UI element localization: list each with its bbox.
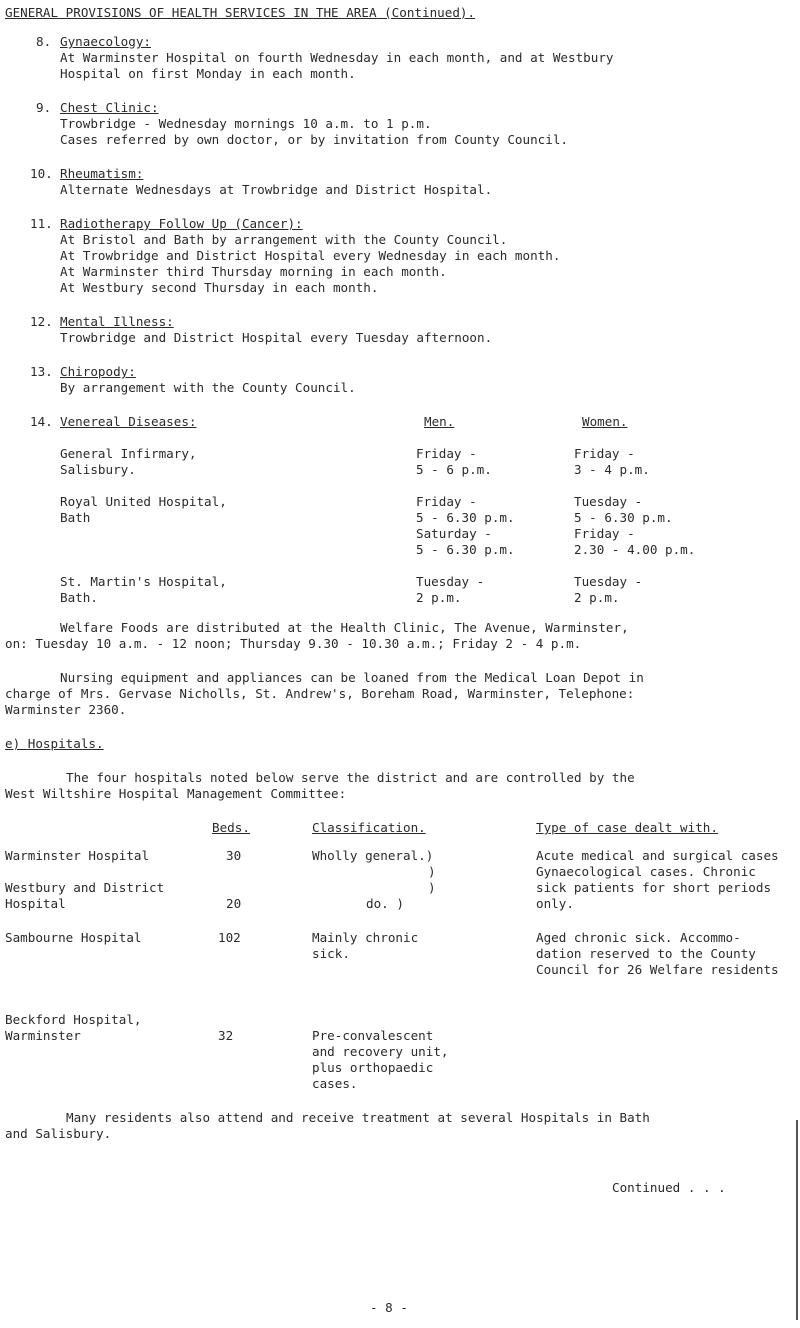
section-line: Cases referred by own doctor, or by invitation from County Council. xyxy=(60,132,568,147)
section-number: 14. xyxy=(30,414,53,429)
hospitals-intro: West Wiltshire Hospital Management Committee: xyxy=(5,786,347,801)
hospital-case-type: Aged chronic sick. Accommo- xyxy=(536,930,741,945)
column-header-beds: Beds. xyxy=(212,820,250,835)
welfare-foods-line: Welfare Foods are distributed at the Health Clinic, The Avenue, Warminster, xyxy=(60,620,629,635)
hospital-beds: 30 xyxy=(226,848,242,863)
section-title: Rheumatism: xyxy=(60,166,144,181)
section-line: Hospital on first Monday in each month. xyxy=(60,66,356,81)
clinic-men-time: 5 - 6 p.m. xyxy=(416,462,492,477)
hospital-beds: 20 xyxy=(226,896,242,911)
clinic-women-time: 3 - 4 p.m. xyxy=(574,462,650,477)
section-title: Radiotherapy Follow Up (Cancer): xyxy=(60,216,303,231)
hospital-beds: 32 xyxy=(218,1028,234,1043)
hospital-classification: Pre-convalescent xyxy=(312,1028,434,1043)
section-line: Trowbridge and District Hospital every Tuesday afternoon. xyxy=(60,330,493,345)
section-number: 8. xyxy=(36,34,52,49)
section-number: 12. xyxy=(30,314,53,329)
clinic-men-time: 2 p.m. xyxy=(416,590,462,605)
hospital-classification: plus orthopaedic xyxy=(312,1060,434,1075)
page-number: - 8 - xyxy=(370,1300,408,1315)
clinic-women-time: Friday - xyxy=(574,526,635,541)
hospital-case-type: Acute medical and surgical cases xyxy=(536,848,779,863)
section-line: Trowbridge - Wednesday mornings 10 a.m. to 1 p.m. xyxy=(60,116,432,131)
closing-line: and Salisbury. xyxy=(5,1126,112,1141)
hospital-classification: cases. xyxy=(312,1076,358,1091)
section-title: Mental Illness: xyxy=(60,314,174,329)
clinic-place: Bath xyxy=(60,510,91,525)
hospital-classification: Wholly general.) xyxy=(312,848,434,863)
hospital-name: Beckford Hospital, xyxy=(5,1012,142,1027)
closing-line: Many residents also attend and receive treatment at several Hospitals in Bath xyxy=(66,1110,650,1125)
clinic-place: General Infirmary, xyxy=(60,446,197,461)
hospitals-intro: The four hospitals noted below serve the district and are controlled by the xyxy=(66,770,635,785)
section-number: 11. xyxy=(30,216,53,231)
hospital-classification: Mainly chronic xyxy=(312,930,419,945)
clinic-place: Salisbury. xyxy=(60,462,136,477)
clinic-women-time: Tuesday - xyxy=(574,494,643,509)
section-title: Venereal Diseases: xyxy=(60,414,197,429)
hospital-name: Warminster Hospital xyxy=(5,848,150,863)
section-number: 9. xyxy=(36,100,52,115)
hospital-beds: 102 xyxy=(218,930,241,945)
hospital-name: Westbury and District xyxy=(5,880,165,895)
hospital-case-type: only. xyxy=(536,896,574,911)
clinic-men-time: Saturday - xyxy=(416,526,492,541)
nursing-line: Warminster 2360. xyxy=(5,702,127,717)
page-header: GENERAL PROVISIONS OF HEALTH SERVICES IN THE AREA (Continued). xyxy=(5,5,476,20)
clinic-place: Bath. xyxy=(60,590,98,605)
clinic-women-time: Friday - xyxy=(574,446,635,461)
hospital-case-type: dation reserved to the County xyxy=(536,946,756,961)
column-header-classification: Classification. xyxy=(312,820,426,835)
classification-brace: ) xyxy=(428,880,436,895)
women-header: Women. xyxy=(582,414,628,429)
section-title: Chiropody: xyxy=(60,364,136,379)
clinic-men-time: Friday - xyxy=(416,446,477,461)
section-line: Alternate Wednesdays at Trowbridge and District Hospital. xyxy=(60,182,493,197)
hospital-name: Sambourne Hospital xyxy=(5,930,142,945)
hospital-classification: sick. xyxy=(312,946,350,961)
section-number: 13. xyxy=(30,364,53,379)
section-line: At Warminster Hospital on fourth Wednesday in each month, and at Westbury xyxy=(60,50,614,65)
clinic-men-time: Friday - xyxy=(416,494,477,509)
section-line: By arrangement with the County Council. xyxy=(60,380,356,395)
clinic-women-time: 2.30 - 4.00 p.m. xyxy=(574,542,696,557)
clinic-place: St. Martin's Hospital, xyxy=(60,574,227,589)
hospital-name: Hospital xyxy=(5,896,66,911)
column-header-type: Type of case dealt with. xyxy=(536,820,718,835)
section-number: 10. xyxy=(30,166,53,181)
section-line: At Trowbridge and District Hospital every Wednesday in each month. xyxy=(60,248,561,263)
hospital-name: Warminster xyxy=(5,1028,81,1043)
classification-brace: ) xyxy=(428,864,436,879)
hospitals-heading: e) Hospitals. xyxy=(5,736,104,751)
section-line: At Westbury second Thursday in each month. xyxy=(60,280,379,295)
welfare-foods-line: on: Tuesday 10 a.m. - 12 noon; Thursday 9.30 - 10.30 a.m.; Friday 2 - 4 p.m. xyxy=(5,636,582,651)
scan-edge-mark xyxy=(796,1120,798,1320)
nursing-line: charge of Mrs. Gervase Nicholls, St. Andrew's, Boreham Road, Warminster, Telephone: xyxy=(5,686,635,701)
men-header: Men. xyxy=(424,414,455,429)
clinic-women-time: 5 - 6.30 p.m. xyxy=(574,510,673,525)
clinic-women-time: Tuesday - xyxy=(574,574,643,589)
clinic-men-time: 5 - 6.30 p.m. xyxy=(416,542,515,557)
hospital-case-type: Gynaecological cases. Chronic xyxy=(536,864,756,879)
hospital-case-type: sick patients for short periods xyxy=(536,880,772,895)
section-title: Gynaecology: xyxy=(60,34,151,49)
nursing-line: Nursing equipment and appliances can be loaned from the Medical Loan Depot in xyxy=(60,670,644,685)
clinic-men-time: Tuesday - xyxy=(416,574,485,589)
continued-note: Continued . . . xyxy=(612,1180,726,1195)
clinic-place: Royal United Hospital, xyxy=(60,494,227,509)
clinic-men-time: 5 - 6.30 p.m. xyxy=(416,510,515,525)
hospital-case-type: Council for 26 Welfare residents xyxy=(536,962,779,977)
section-line: At Bristol and Bath by arrangement with the County Council. xyxy=(60,232,508,247)
hospital-classification: do. ) xyxy=(366,896,404,911)
section-title: Chest Clinic: xyxy=(60,100,159,115)
hospital-classification: and recovery unit, xyxy=(312,1044,449,1059)
section-line: At Warminster third Thursday morning in each month. xyxy=(60,264,447,279)
clinic-women-time: 2 p.m. xyxy=(574,590,620,605)
